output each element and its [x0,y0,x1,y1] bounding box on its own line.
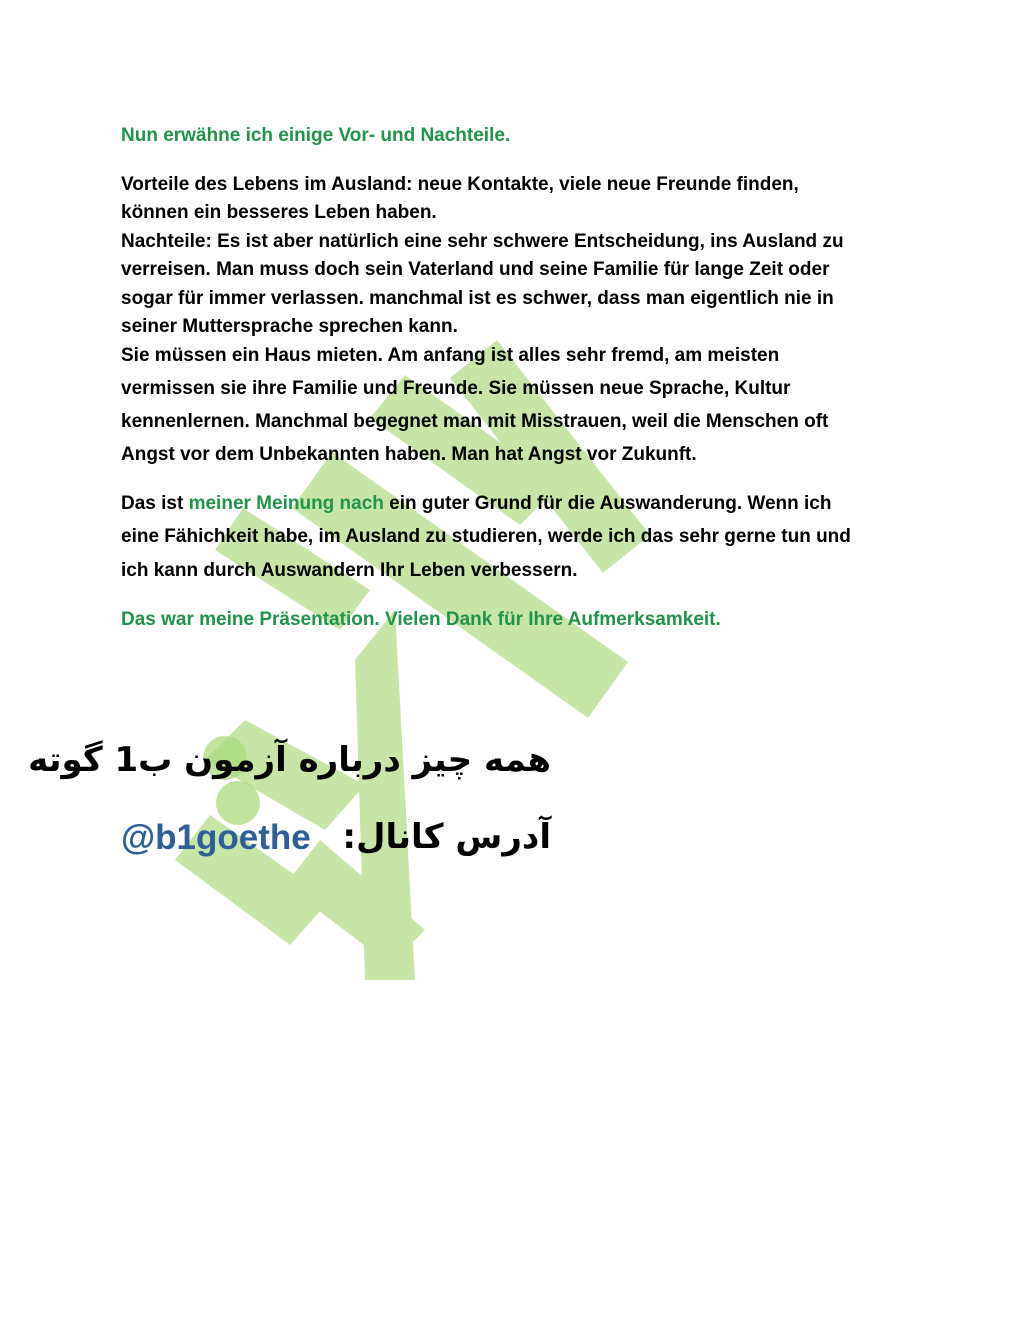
paragraph-line: Angst vor dem Unbekannten haben. Man hat Angst vor Zukunft. [121,444,697,465]
paragraph-line: ich kann durch Auswandern Ihr Leben verbessern. [121,560,578,581]
closing-line: Das war meine Präsentation. Vielen Dank für Ihre Aufmerksamkeit. [121,609,721,630]
paragraph-line: eine Fähichkeit habe, im Ausland zu studieren, werde ich das sehr gerne tun und [121,526,851,547]
paragraph-line [121,492,831,516]
section-heading: Nun erwähne ich einige Vor- und Nachteile. [121,125,511,146]
paragraph-line: Sie müssen ein Haus mieten. Am anfang ist alles sehr fremd, am meisten [121,345,780,366]
farsi-title: همه چیز درباره آزمون ب1 گوته [28,740,551,780]
paragraph-line: können ein besseres Leben haben. [121,202,437,223]
highlight-phrase: meiner Meinung nach [188,493,384,514]
paragraph-line: Vorteile des Lebens im Ausland: neue Kontakte, viele neue Freunde finden, [121,174,799,195]
text-run: Das ist [121,493,189,514]
paragraph-line: vermissen sie ihre Familie und Freunde. Sie müssen neue Sprache, Kultur [121,378,791,399]
channel-address-label: آدرس کانال: [342,817,551,857]
text-run: ein guter Grund für die Auswanderung. Wenn ich [383,493,832,514]
paragraph-line: seiner Muttersprache sprechen kann. [121,316,458,337]
channel-handle: @b1goethe [121,818,311,857]
paragraph-line: sogar für immer verlassen. manchmal ist es schwer, dass man eigentlich nie in [121,288,834,309]
paragraph-line: Nachteile: Es ist aber natürlich eine sehr schwere Entscheidung, ins Ausland zu [121,231,844,252]
paragraph-line: verreisen. Man muss doch sein Vaterland und seine Familie für lange Zeit oder [121,259,830,280]
paragraph-line: kennenlernen. Manchmal begegnet man mit Misstrauen, weil die Menschen oft [121,411,829,432]
